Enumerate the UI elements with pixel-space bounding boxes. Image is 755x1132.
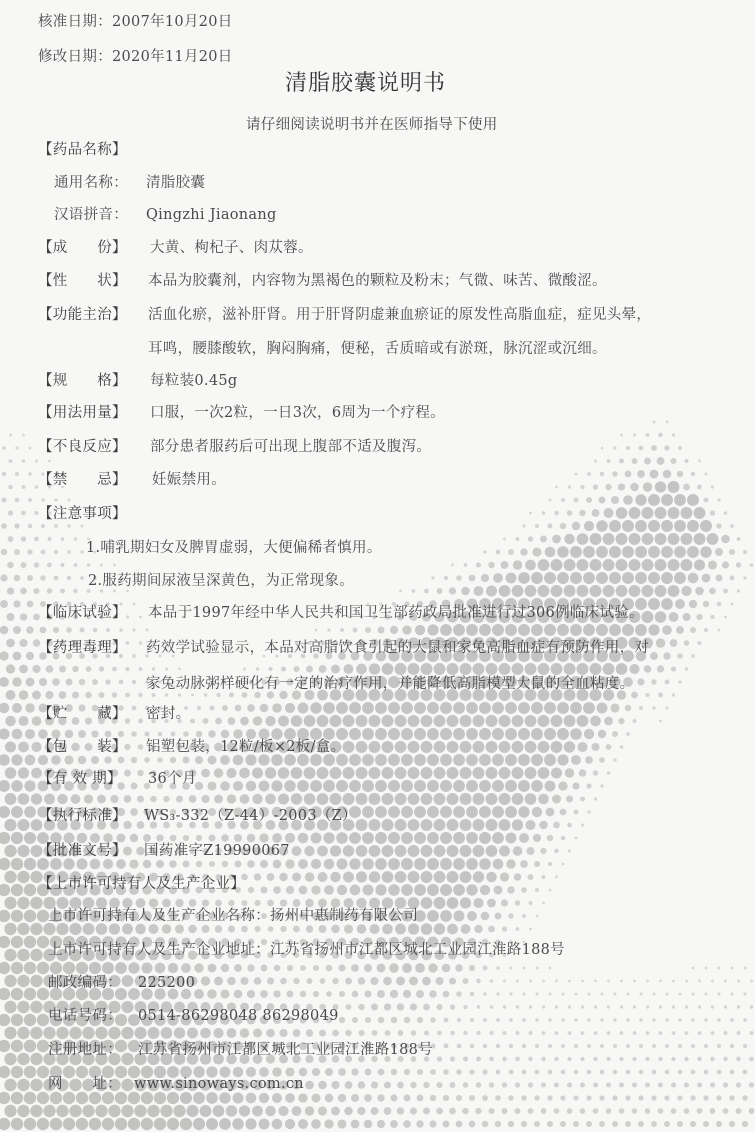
storage: 密封。 — [146, 706, 191, 722]
adverse-reactions: 部分患者服药后可出现上腹部不适及腹泻。 — [150, 439, 432, 455]
validity: 36个月 — [148, 771, 197, 787]
precaution-item: 2.服药期间尿液呈深黄色，为正常现象。 — [88, 573, 355, 589]
website: www.sinoways.com.cn — [134, 1076, 304, 1092]
pinyin: Qingzhi Jiaonang — [146, 207, 277, 223]
pharmacology-label: 【药理毒理】 — [38, 640, 127, 656]
dosage: 口服，一次2粒，一日3次，6周为一个疗程。 — [150, 405, 445, 421]
pharmacology-line-1: 药效学试验显示，本品对高脂饮食引起的大鼠和家兔高脂血症有预防作用，对 — [146, 640, 650, 656]
phone-label: 电话号码： — [48, 1008, 122, 1024]
page-title: 清脂胶囊说明书 — [285, 71, 447, 96]
clinical-trial: 本品于1997年经中华人民共和国卫生部药政局批准进行过306例临床试验。 — [148, 605, 644, 621]
generic-name: 清脂胶囊 — [146, 175, 206, 191]
indications-line-2: 耳鸣，腰膝酸软，胸闷胸痛，便秘，舌质暗或有淤斑，脉沉涩或沉细。 — [148, 341, 607, 357]
generic-name-label: 通用名称： — [54, 175, 128, 191]
ingredients: 大黄、枸杞子、肉苁蓉。 — [150, 240, 313, 256]
package: 铝塑包装，12粒/板×2板/盒。 — [146, 739, 346, 755]
approval-number: 国药准字Z19990067 — [144, 843, 290, 859]
properties-label: 【性 状】 — [38, 273, 127, 289]
precautions-heading: 【注意事项】 — [38, 506, 127, 522]
pharmacology-line-2: 家兔动脉粥样硬化有一定的治疗作用，并能降低高脂模型大鼠的全血粘度。 — [146, 676, 635, 692]
validity-label: 【有 效 期】 — [38, 771, 122, 787]
website-label: 网 址： — [48, 1076, 122, 1092]
properties: 本品为胶囊剂，内容物为黑褐色的颗粒及粉末；气微、味苦、微酸涩。 — [148, 273, 607, 289]
page-subtitle: 请仔细阅读说明书并在医师指导下使用 — [246, 117, 498, 133]
revision-date: 修改日期：2020年11月20日 — [38, 49, 233, 65]
pinyin-label: 汉语拼音： — [54, 207, 128, 223]
indications-label: 【功能主治】 — [38, 307, 127, 323]
approval-date: 核准日期：2007年10月20日 — [38, 14, 233, 30]
postal-code: 225200 — [138, 975, 196, 991]
package-label: 【包 装】 — [38, 739, 127, 755]
holder-heading: 【上市许可持有人及生产企业】 — [38, 876, 246, 892]
indications-line-1: 活血化瘀，滋补肝肾。用于肝肾阴虚兼血瘀证的原发性高脂血症，症见头晕， — [148, 307, 652, 323]
standard: WS₃-332（Z-44）-2003（Z） — [144, 808, 357, 824]
spec: 每粒装0.45g — [150, 373, 238, 389]
postal-code-label: 邮政编码： — [48, 975, 122, 991]
ingredients-label: 【成 份】 — [38, 240, 127, 256]
approval-number-label: 【批准文号】 — [38, 843, 127, 859]
clinical-trial-label: 【临床试验】 — [38, 605, 127, 621]
phone-numbers: 0514-86298048 86298049 — [138, 1008, 339, 1024]
precaution-item: 1.哺乳期妇女及脾胃虚弱，大便偏稀者慎用。 — [86, 540, 382, 556]
holder-address: 上市许可持有人及生产企业地址：江苏省扬州市江都区城北工业园江淮路188号 — [48, 942, 565, 958]
drug-name-heading: 【药品名称】 — [38, 142, 127, 158]
contraindications: 妊娠禁用。 — [152, 472, 226, 488]
storage-label: 【贮 藏】 — [38, 706, 127, 722]
registered-address-label: 注册地址： — [48, 1042, 122, 1058]
holder-name: 上市许可持有人及生产企业名称：扬州中惠制药有限公司 — [48, 908, 418, 924]
adverse-label: 【不良反应】 — [38, 439, 127, 455]
standard-label: 【执行标准】 — [38, 808, 127, 824]
spec-label: 【规 格】 — [38, 373, 127, 389]
contraindications-label: 【禁 忌】 — [38, 472, 127, 488]
registered-address: 江苏省扬州市江都区城北工业园江淮路188号 — [138, 1042, 433, 1058]
dosage-label: 【用法用量】 — [38, 405, 127, 421]
